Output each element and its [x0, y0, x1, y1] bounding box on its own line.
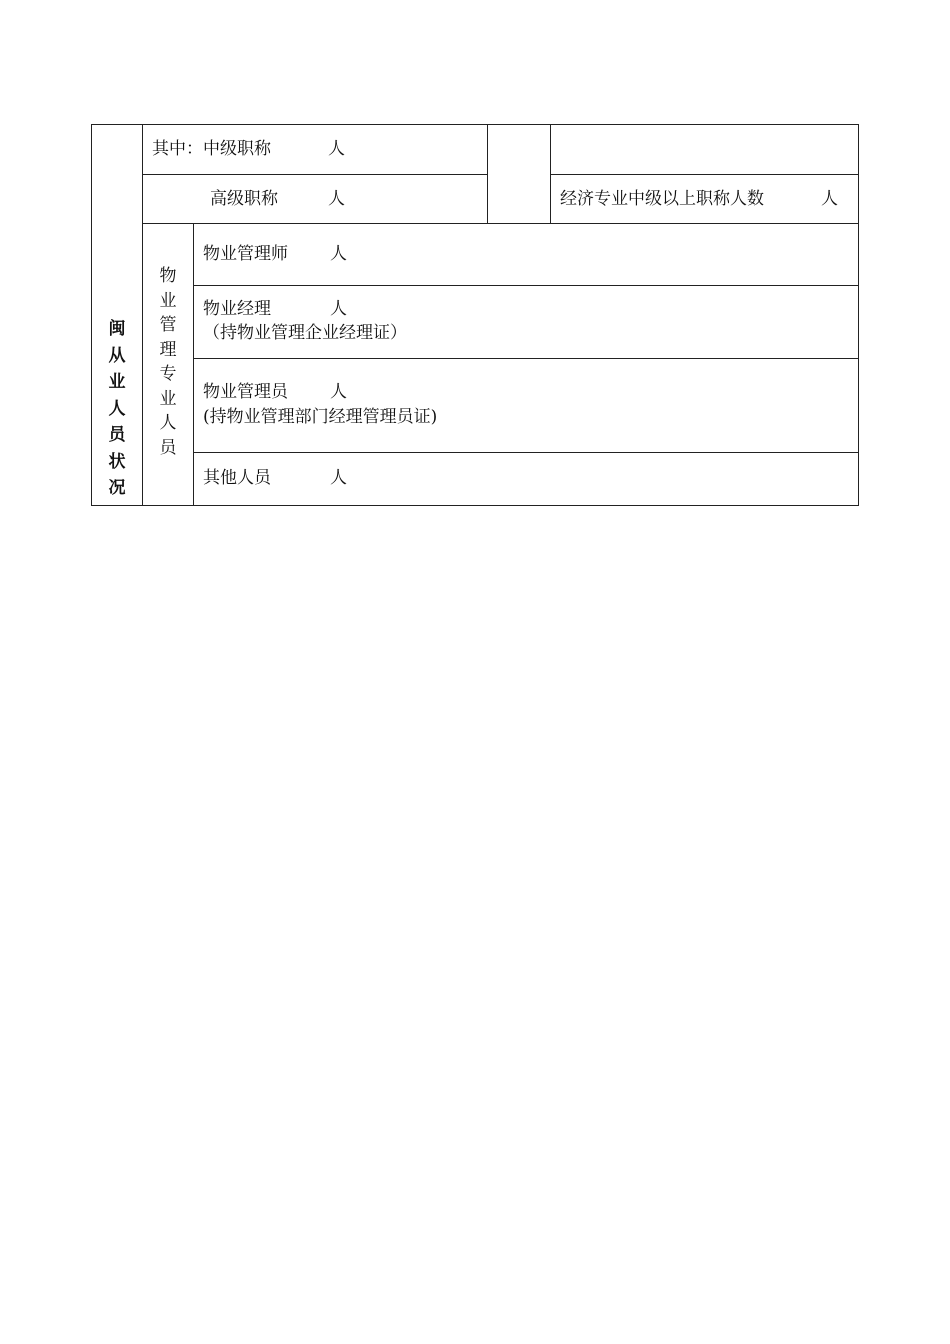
pm-staff-note: (持物业管理部门经理管理员证) — [203, 407, 438, 427]
senior-title-label: 高级职称 — [210, 189, 278, 209]
group-label-char: 人 — [159, 413, 177, 433]
section-label-char: 闽 — [108, 319, 126, 339]
row-divider-1-right — [550, 174, 859, 175]
econ-title-unit: 人 — [821, 189, 838, 209]
pm-manager-label: 物业经理 — [203, 299, 271, 319]
mid-title-label: 中级职称 — [203, 139, 271, 159]
group-label-char: 业 — [159, 388, 177, 409]
row-divider-4 — [193, 358, 859, 359]
pm-manager-unit: 人 — [330, 299, 347, 319]
section-label-char: 人 — [108, 398, 126, 419]
senior-title-unit: 人 — [328, 189, 345, 209]
table-border-top — [91, 124, 859, 125]
others-unit: 人 — [330, 468, 347, 488]
others-label: 其他人员 — [203, 468, 271, 488]
section-label-char: 业 — [108, 372, 126, 392]
row-divider-2 — [142, 223, 859, 224]
pm-staff-label: 物业管理员 — [203, 382, 288, 402]
group-label — [142, 264, 194, 460]
section-label-char: 员 — [108, 425, 126, 445]
section-label-char: 状 — [108, 451, 126, 472]
pm-staff-unit: 人 — [330, 382, 347, 402]
mid-title-unit: 人 — [328, 139, 345, 159]
section-label-char: 从 — [108, 345, 126, 366]
group-label-char: 理 — [159, 339, 177, 360]
group-label-char: 物 — [159, 266, 177, 286]
group-label-char: 员 — [159, 437, 177, 458]
group-label-char: 管 — [159, 315, 177, 335]
table-border-bottom — [91, 505, 859, 506]
row-divider-5 — [193, 452, 859, 453]
mid-title-cell — [152, 137, 271, 161]
mid-title-prefix: 其中： — [152, 139, 203, 159]
pm-manager-note: （持物业管理企业经理证） — [203, 323, 407, 343]
group-label-char: 业 — [159, 290, 177, 311]
section-label — [91, 316, 143, 502]
pm-master-label: 物业管理师 — [203, 244, 288, 264]
group-label-char: 专 — [159, 364, 177, 384]
econ-title-label: 经济专业中级以上职称人数 — [560, 189, 764, 209]
section-label-char: 况 — [108, 478, 126, 498]
row-divider-1-left — [142, 174, 488, 175]
pm-master-unit: 人 — [330, 244, 347, 264]
row-divider-3 — [193, 285, 859, 286]
table-border-right — [858, 124, 859, 506]
